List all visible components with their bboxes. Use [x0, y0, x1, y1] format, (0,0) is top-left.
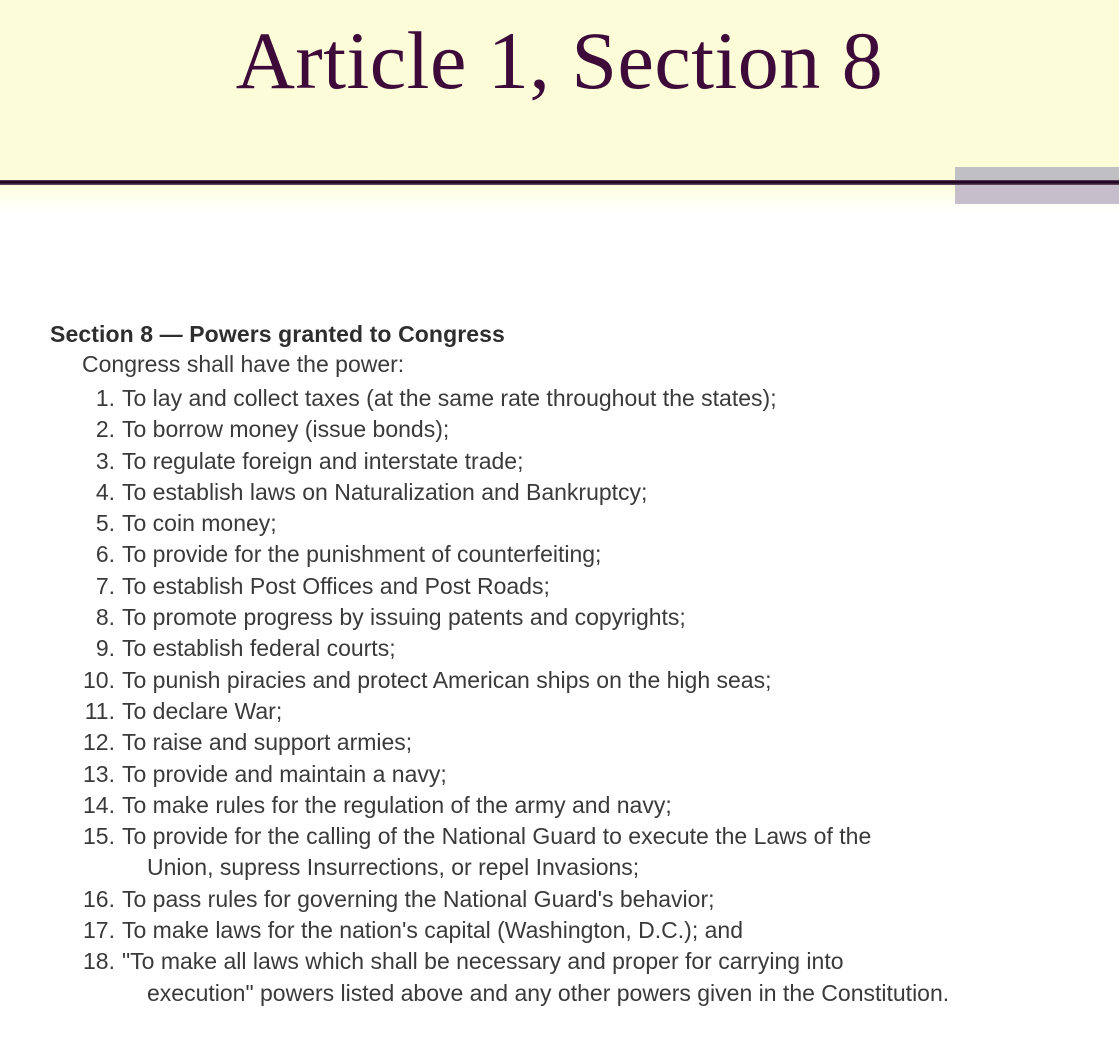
list-item: [50, 383, 1100, 414]
list-item: [50, 946, 1100, 1009]
list-item-text: [122, 915, 1100, 946]
list-item-text-line: To establish federal courts;: [122, 635, 396, 662]
list-item-text-line: To establish Post Offices and Post Roads;: [122, 572, 550, 599]
list-item-text: [122, 884, 1100, 915]
list-item: [50, 508, 1100, 539]
list-item-text: [122, 821, 1100, 884]
list-item-text-line: To pass rules for governing the National Guard's behavior;: [122, 885, 715, 912]
list-item-number: 9.: [95, 635, 115, 662]
list-item-number: 7.: [95, 572, 115, 599]
list-item-text: [122, 602, 1100, 633]
list-item: [50, 446, 1100, 477]
list-item-text-line: To declare War;: [122, 697, 283, 724]
body-area: [0, 211, 1119, 1044]
list-item-text: [122, 759, 1100, 790]
list-item-text: [122, 383, 1100, 414]
list-item-number: 16.: [83, 885, 115, 912]
list-item-text-line: To make rules for the regulation of the army and navy;: [122, 791, 672, 818]
title-band: [0, 0, 1119, 181]
list-item-text-line: To provide for the punishment of counterfeiting;: [122, 541, 602, 568]
list-item-number: 15.: [83, 823, 115, 850]
list-item-text-line: "To make all laws which shall be necessary and proper for carrying into: [122, 948, 844, 975]
list-item-text: [122, 696, 1100, 727]
list-item: [50, 790, 1100, 821]
list-item-number: 18.: [83, 948, 115, 975]
list-item-number: 1.: [95, 385, 115, 411]
list-item-text-line: To punish piracies and protect American ships on the high seas;: [122, 666, 772, 693]
list-item-text-line: To coin money;: [122, 510, 277, 537]
list-item-text: [122, 727, 1100, 758]
list-item: [50, 759, 1100, 790]
list-item: [50, 696, 1100, 727]
list-item: [50, 821, 1100, 884]
list-item-number: 4.: [95, 478, 115, 505]
list-item: [50, 477, 1100, 508]
list-item-text: [122, 790, 1100, 821]
list-item-number: 5.: [95, 510, 115, 537]
list-item-text: [122, 946, 1100, 1009]
list-item-continuation-line: execution" powers listed above and any other powers given in the Constitution.: [147, 979, 950, 1006]
list-item: [50, 633, 1100, 664]
header-divider: [0, 180, 1119, 185]
header-fade: [0, 185, 1119, 211]
list-item: [50, 539, 1100, 570]
list-item: [50, 414, 1100, 445]
list-item-number: 12.: [83, 729, 115, 756]
list-item-text: [122, 571, 1100, 602]
list-item-text-line: To regulate foreign and interstate trade;: [122, 447, 524, 474]
lead-line: Congress shall have the power:: [82, 351, 405, 377]
header-accent-block-lower: [955, 185, 1119, 204]
list-item-text: [122, 508, 1100, 539]
list-item-number: 6.: [95, 541, 115, 568]
list-item-text-line: To borrow money (issue bonds);: [122, 416, 450, 443]
list-item-text-line: To raise and support armies;: [122, 729, 413, 756]
list-item: [50, 665, 1100, 696]
list-item-text-line: To establish laws on Naturalization and Bankruptcy;: [122, 478, 648, 505]
list-item-text: [122, 539, 1100, 570]
section-heading: Section 8 — Powers granted to Congress: [50, 321, 505, 347]
page-title: Article 1, Section 8: [235, 15, 884, 106]
list-item-text-line: To promote progress by issuing patents and copyrights;: [122, 604, 686, 631]
list-item-number: 8.: [95, 604, 115, 631]
list-item-text: [122, 414, 1100, 445]
list-item-text: [122, 477, 1100, 508]
list-item: [50, 602, 1100, 633]
powers-list: [50, 383, 1100, 1009]
list-item-text: [122, 446, 1100, 477]
list-item-number: 2.: [95, 416, 115, 443]
list-item-number: 13.: [83, 760, 115, 787]
list-item: [50, 571, 1100, 602]
list-item-number: 10.: [83, 666, 115, 693]
list-item-text-line: To make laws for the nation's capital (Washington, D.C.); and: [122, 917, 743, 944]
list-item-text: [122, 665, 1100, 696]
list-item: [50, 915, 1100, 946]
list-item-text-line: To provide for the calling of the National Guard to execute the Laws of the: [122, 823, 872, 850]
list-item: [50, 727, 1100, 758]
list-item: [50, 884, 1100, 915]
list-item-text: [122, 633, 1100, 664]
list-item-number: 17.: [83, 917, 115, 944]
list-item-number: 14.: [83, 791, 115, 818]
list-item-text-line: To lay and collect taxes (at the same rate throughout the states);: [122, 385, 777, 411]
list-item-text-line: To provide and maintain a navy;: [122, 760, 447, 787]
list-item-number: 3.: [95, 447, 115, 474]
list-item-continuation-line: Union, supress Insurrections, or repel Invasions;: [147, 854, 640, 881]
list-item-number: 11.: [84, 697, 115, 724]
